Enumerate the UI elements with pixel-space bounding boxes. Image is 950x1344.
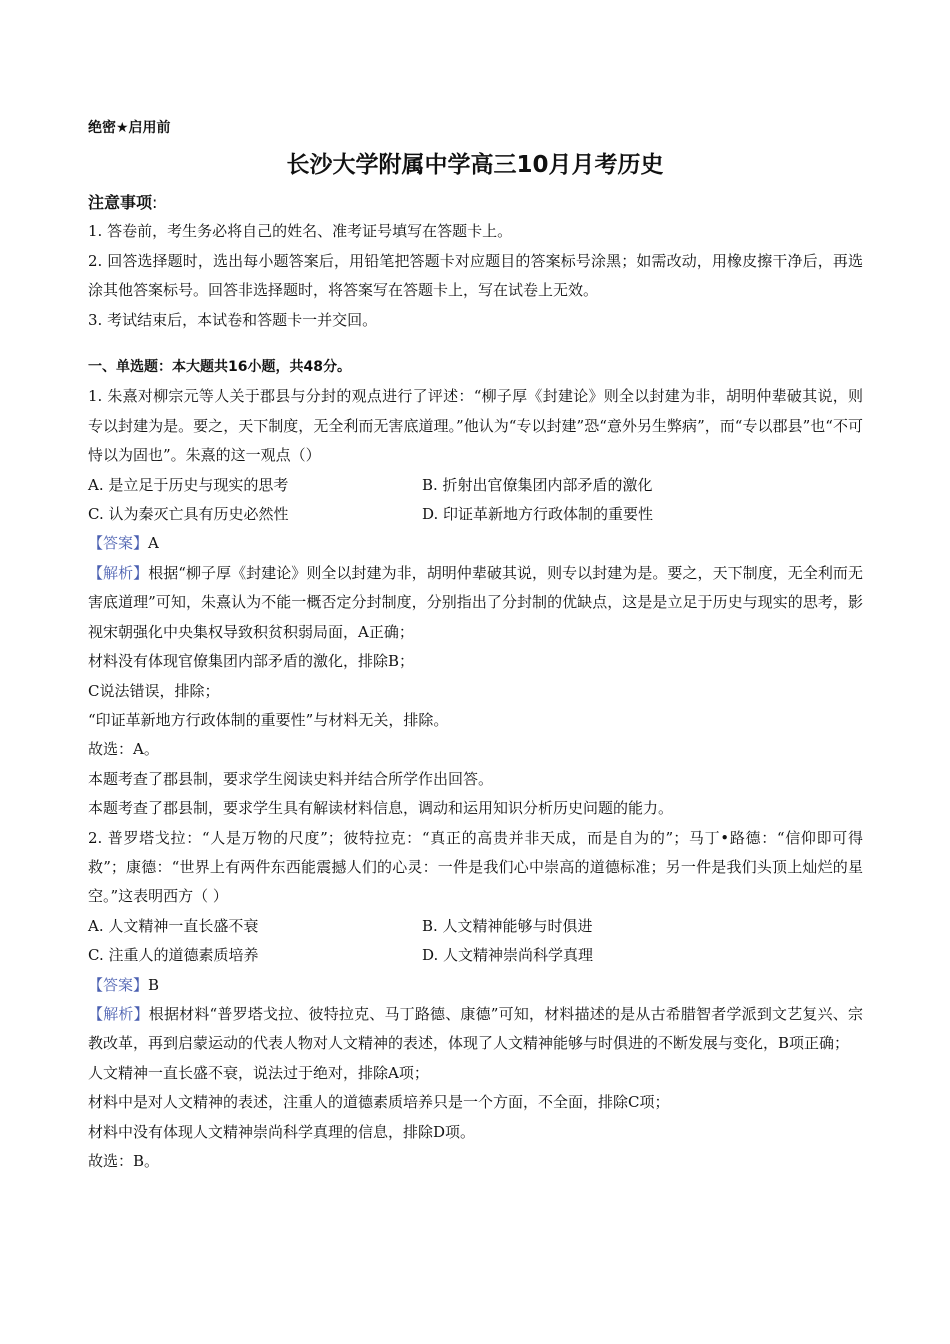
question-stem: 2. 普罗塔戈拉：“人是万物的尺度”；彼特拉克：“真正的高贵并非天成，而是自为的”；马丁•路德：“信仰即可得救”；康德：“世界上有两件东西能震撼人们的心灵：一件是我们心中崇高的道德标准；另一件是我们头顶上灿烂的星空。”这表明西方（ ） [88,828,863,906]
option-d: D. 人文精神崇尚科学真理 [422,946,594,965]
analysis-paragraph [88,1000,863,1059]
option-row [88,912,863,941]
option-c: C. 认为秦灭亡具有历史必然性 [88,505,289,524]
notice-item: 3. 考试结束后，本试卷和答题卡一并交回。 [88,310,378,329]
analysis-tag: 【解析】 [88,1004,149,1023]
answer-line [88,529,863,558]
answer-value: B [148,975,160,994]
option-a: A. 人文精神一直长盛不衰 [88,916,259,935]
analysis-line: 材料中没有体现人文精神崇尚科学真理的信息，排除D项。 [88,1122,476,1141]
answer-line [88,971,863,1000]
analysis-text: 根据“柳子厚《封建论》则全以封建为非，胡明仲辈破其说，则专以封建为是。要之，天下制度，无全利而无害底道理”可知，朱熹认为不能一概否定分封制度，分别指出了分封制的优缺点，这是是立足于历史与现实的思考，影视宋朝强化中央集权导致积贫积弱局面，A正确； [88,563,863,641]
notice-heading-colon: : [152,193,158,212]
notice-heading [88,188,863,217]
option-d: D. 印证革新地方行政体制的重要性 [422,505,654,524]
analysis-text: 根据材料“普罗塔戈拉、彼特拉克、马丁路德、康德”可知，材料描述的是从古希腊智者学派到文艺复兴、宗教改革，再到启蒙运动的代表人物对人文精神的表述，体现了人文精神能够与时俱进的不断发展与变化，B项正确； [88,1004,863,1053]
page-title: 长沙大学附属中学高三10月月考历史 [286,152,664,178]
option-row [88,471,863,500]
analysis-line: C说法错误，排除； [88,681,220,700]
option-b: B. 折射出官僚集团内部矛盾的激化 [422,475,653,494]
analysis-line: 材料没有体现官僚集团内部矛盾的激化，排除B； [88,652,415,671]
notice-item: 2. 回答选择题时，选出每小题答案后，用铅笔把答题卡对应题目的答案标号涂黑；如需改动，用橡皮擦干净后，再选涂其他答案标号。回答非选择题时，将答案写在答题卡上，写在试卷上无效。 [88,251,863,300]
analysis-line: “印证革新地方行政体制的重要性”与材料无关，排除。 [88,710,449,729]
analysis-line: 本题考查了郡县制，要求学生阅读史料并结合所学作出回答。 [88,769,494,788]
section-heading: 一、单选题：本大题共16小题，共48分。 [88,359,351,376]
notice-item: 1. 答卷前，考生务必将自己的姓名、准考证号填写在答题卡上。 [88,222,513,241]
document-body [88,188,863,1176]
option-row [88,500,863,529]
notice-heading-text: 注意事项 [88,193,153,212]
option-c: C. 注重人的道德素质培养 [88,946,259,965]
answer-tag: 【答案】 [88,975,149,994]
answer-value: A [148,534,159,553]
analysis-line: 故选：A。 [88,740,159,759]
analysis-line: 人文精神一直长盛不衰，说法过于绝对，排除A项； [88,1063,429,1082]
option-b: B. 人文精神能够与时俱进 [422,916,593,935]
confidential-label: 绝密★启用前 [88,120,171,136]
answer-tag: 【答案】 [88,534,149,553]
question-stem: 1. 朱熹对柳宗元等人关于郡县与分封的观点进行了评述：“柳子厚《封建论》则全以封建为非，胡明仲辈破其说，则专以封建为是。要之，天下制度，无全利而无害底道理。”他认为“专以封建”恐“意外另生弊病”，而“专以郡县”也“不可恃以为固也”。朱熹的这一观点（） [88,387,863,465]
analysis-paragraph [88,559,863,647]
analysis-line: 故选：B。 [88,1152,160,1170]
analysis-line: 本题考查了郡县制，要求学生具有解读材料信息，调动和运用知识分析历史问题的能力。 [88,799,674,818]
option-a: A. 是立足于历史与现实的思考 [88,475,289,494]
analysis-line: 材料中是对人文精神的表述，注重人的道德素质培养只是一个方面，不全面，排除C项； [88,1093,670,1112]
analysis-tag: 【解析】 [88,563,149,582]
option-row [88,941,863,970]
